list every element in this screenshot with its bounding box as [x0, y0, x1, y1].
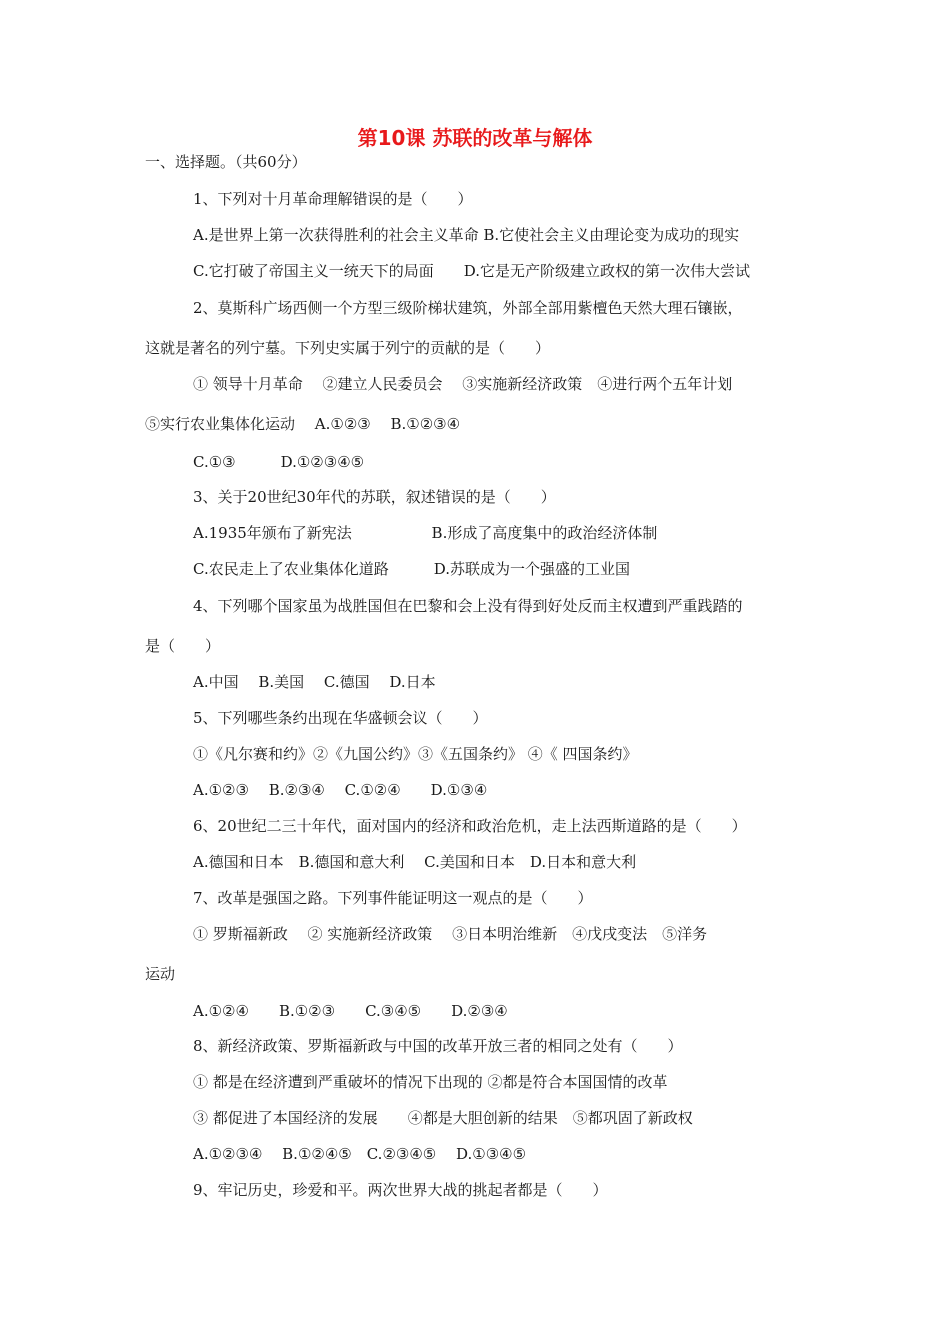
- q7-items: ① 罗斯福新政 ② 实施新经济政策 ③日本明治维新 ④戊戌变法 ⑤洋务: [193, 925, 708, 943]
- q3-options-ab: A.1935年颁布了新宪法 B.形成了高度集中的政治经济体制: [193, 524, 658, 542]
- q7-items-cont: 运动: [145, 965, 176, 983]
- q2-items: ① 领导十月革命 ②建立人民委员会 ③实施新经济政策 ④进行两个五年计划: [193, 375, 733, 393]
- q2-stem: 2、莫斯科广场西侧一个方型三级阶梯状建筑，外部全部用紫檀色天然大理石镶嵌，: [193, 299, 743, 317]
- q6-options: A.德国和日本 B.德国和意大利 C.美国和日本 D.日本和意大利: [193, 853, 637, 871]
- q6-stem: 6、20世纪二三十年代，面对国内的经济和政治危机，走上法西斯道路的是（ ）: [193, 817, 747, 835]
- q4-stem-cont: 是（ ）: [145, 637, 221, 655]
- q2-stem-cont: 这就是著名的列宁墓。下列史实属于列宁的贡献的是（ ）: [145, 339, 551, 357]
- q1-options-cd: C.它打破了帝国主义一统天下的局面 D.它是无产阶级建立政权的第一次伟大尝试: [193, 262, 750, 280]
- lesson-title: 第10课 苏联的改革与解体: [357, 126, 593, 150]
- section-heading: 一、选择题。（共60分）: [145, 153, 307, 171]
- q9-stem: 9、牢记历史，珍爱和平。两次世界大战的挑起者都是（ ）: [193, 1181, 608, 1199]
- q8-items-2: ③ 都促进了本国经济的发展 ④都是大胆创新的结果 ⑤都巩固了新政权: [193, 1109, 693, 1127]
- q5-items: ①《凡尔赛和约》②《九国公约》③《五国条约》 ④《 四国条约》: [193, 745, 638, 763]
- q5-stem: 5、下列哪些条约出现在华盛顿会议（ ）: [193, 709, 488, 727]
- q3-options-cd: C.农民走上了农业集体化道路 D.苏联成为一个强盛的工业国: [193, 560, 630, 578]
- q7-options: A.①②④ B.①②③ C.③④⑤ D.②③④: [193, 1002, 508, 1020]
- q7-stem: 7、改革是强国之路。下列事件能证明这一观点的是（ ）: [193, 889, 593, 907]
- q8-options: A.①②③④ B.①②④⑤ C.②③④⑤ D.①③④⑤: [193, 1145, 527, 1163]
- q8-stem: 8、新经济政策、罗斯福新政与中国的改革开放三者的相同之处有（ ）: [193, 1037, 683, 1055]
- q8-items-1: ① 都是在经济遭到严重破坏的情况下出现的 ②都是符合本国国情的改革: [193, 1073, 668, 1091]
- q2-items-cont: ⑤实行农业集体化运动 A.①②③ B.①②③④: [145, 415, 461, 433]
- q3-stem: 3、关于20世纪30年代的苏联，叙述错误的是（ ）: [193, 488, 556, 506]
- q1-stem: 1、下列对十月革命理解错误的是（ ）: [193, 190, 473, 208]
- q5-options: A.①②③ B.②③④ C.①②④ D.①③④: [193, 781, 488, 799]
- q1-options-ab: A.是世界上第一次获得胜利的社会主义革命 B.它使社会主义由理论变为成功的现实: [193, 226, 740, 244]
- q2-options-cd: C.①③ D.①②③④⑤: [193, 453, 365, 471]
- q4-stem: 4、下列哪个国家虽为战胜国但在巴黎和会上没有得到好处反而主权遭到严重践踏的: [193, 597, 743, 615]
- q4-options: A.中国 B.美国 C.德国 D.日本: [193, 673, 436, 691]
